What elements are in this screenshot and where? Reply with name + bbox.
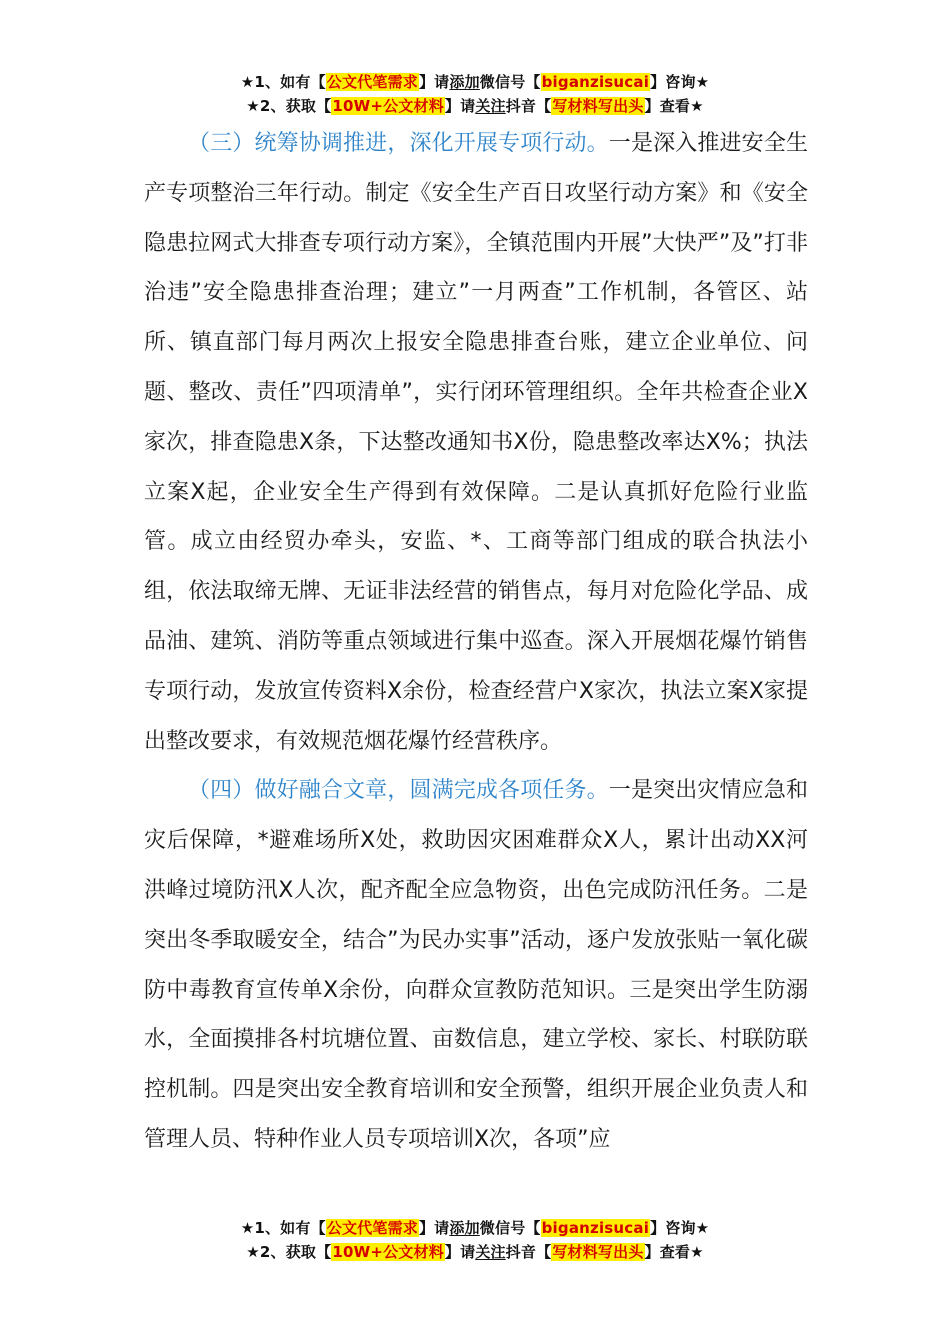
paragraph-text: 一是突出灾情应急和灾后保障，*避难场所X处，救助因灾困难群众X人，累计出动XX河洪峰过境防汛X人次，配齐配全应急物资，出色完成防汛任务。二是突出冬季取暖安全，结合”为民办实事”活动，逐户发放张贴一氧化碳防中毒教育宣传单X余份，向群众宣教防范知识。三是突出学生防溺水，全面摸排各村坑塘位置、亩数信息，建立学校、家长、村联防联控机制。四是突出安全教育培训和安全预警，组织开展企业负责人和管理人员、特种作业人员专项培训X次，各项”应: [144, 778, 808, 1152]
banner-text: 】请: [418, 73, 450, 91]
banner-highlight: 写材料写出头: [552, 97, 644, 115]
banner-highlight: biganzisucai: [541, 1219, 650, 1237]
banner-underline: 关注: [475, 1243, 506, 1261]
banner-text: ★2、获取【: [246, 1243, 332, 1261]
banner-text: 】查看★: [644, 1243, 704, 1261]
banner-line-1: [0, 70, 950, 94]
footer-banner: [0, 1216, 950, 1264]
banner-highlight: 10W+公文材料: [332, 1243, 444, 1261]
banner-highlight: 公文代笔需求: [326, 73, 418, 91]
banner-text: ★1、如有【: [240, 1219, 326, 1237]
banner-text: 抖音【: [505, 1243, 552, 1261]
banner-text: 抖音【: [505, 97, 552, 115]
banner-text: 】请: [444, 97, 476, 115]
banner-underline: 添加: [449, 73, 480, 91]
banner-line-2: [0, 1240, 950, 1264]
banner-line-1: [0, 1216, 950, 1240]
banner-text: 微信号【: [479, 1219, 541, 1237]
header-banner: [0, 70, 950, 118]
paragraph-text: 一是深入推进安全生产专项整治三年行动。制定《安全生产百日攻坚行动方案》和《安全隐患拉网式大排查专项行动方案》，全镇范围内开展”大快严”及”打非治违”安全隐患排查治理；建立”一月两查”工作机制，各管区、站所、镇直部门每月两次上报安全隐患排查台账，建立企业单位、问题、整改、责任”四项清单”，实行闭环管理组织。全年共检查企业X家次，排查隐患X条，下达整改通知书X份，隐患整改率达X%；执法立案X起，企业安全生产得到有效保障。二是认真抓好危险行业监管。成立由经贸办牵头，安监、*、工商等部门组成的联合执法小组，依法取缔无牌、无证非法经营的销售点，每月对危险化学品、成品油、建筑、消防等重点领域进行集中巡查。深入开展烟花爆竹销售专项行动，发放宣传资料X余份，检查经营户X家次，执法立案X家提出整改要求，有效规范烟花爆竹经营秩序。: [144, 131, 808, 754]
banner-underline: 关注: [475, 97, 506, 115]
banner-text: 】查看★: [644, 97, 704, 115]
banner-line-2: [0, 94, 950, 118]
banner-highlight: 10W+公文材料: [332, 97, 444, 115]
section-heading: （四）做好融合文章，圆满完成各项任务。: [188, 778, 609, 804]
banner-text: 】咨询★: [650, 1219, 710, 1237]
banner-text: 】请: [418, 1219, 450, 1237]
banner-highlight: 公文代笔需求: [326, 1219, 418, 1237]
banner-text: 】请: [444, 1243, 476, 1261]
banner-text: ★2、获取【: [246, 97, 332, 115]
banner-underline: 添加: [449, 1219, 480, 1237]
banner-highlight: biganzisucai: [541, 73, 650, 91]
paragraph-4: [144, 766, 808, 1164]
section-heading: （三）统筹协调推进，深化开展专项行动。: [188, 131, 609, 156]
banner-text: 】咨询★: [650, 73, 710, 91]
banner-text: 微信号【: [479, 73, 541, 91]
banner-highlight: 写材料写出头: [552, 1243, 644, 1261]
document-body: [144, 119, 808, 1165]
banner-text: ★1、如有【: [240, 73, 326, 91]
paragraph-3: [144, 119, 808, 766]
